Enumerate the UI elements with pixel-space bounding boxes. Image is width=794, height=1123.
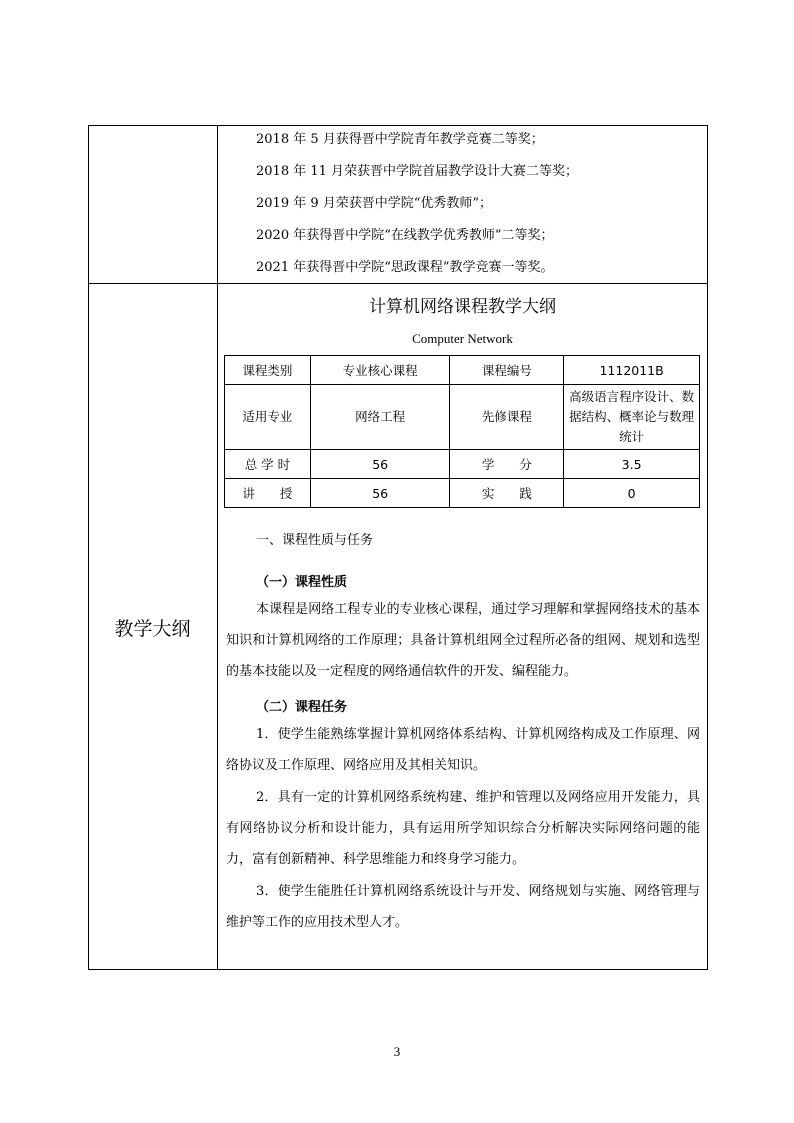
task-paragraph: 2．具有一定的计算机网络系统构建、维护和管理以及网络应用开发能力，具有网络协议分析和设计能力，具有运用所学知识综合分析解决实际网络问题的能力，富有创新精神、科学思维能力和终身学习能力。 <box>226 790 700 867</box>
table-cell: 56 <box>310 450 450 479</box>
task-paragraph: 1．使学生能熟练掌握计算机网络体系结构、计算机网络构成及工作原理、网络协议及工作原理、网络应用及其相关知识。 <box>226 727 700 773</box>
award-item: 2021 年获得晋中学院“思政课程”教学竞赛一等奖。 <box>256 260 554 275</box>
table-cell: 高级语言程序设计、数据结构、概率论与数理统计 <box>564 385 700 450</box>
subsection-heading-nature: （一）课程性质 <box>256 575 348 590</box>
table-cell: 专业核心课程 <box>310 356 450 385</box>
table-cell: 1112011B <box>564 356 700 385</box>
task-paragraph: 3．使学生能胜任计算机网络系统设计与开发、网络规划与实施、网络管理与维护等工作的应用技术型人才。 <box>226 884 700 930</box>
syllabus-subtitle: Computer Network <box>412 331 513 346</box>
table-cell: 总 学 时 <box>225 450 311 479</box>
award-item: 2019 年 9 月荣获晋中学院“优秀教师”； <box>256 196 493 211</box>
table-row <box>225 356 700 385</box>
table-cell: 课程类别 <box>225 356 311 385</box>
table-row <box>225 450 700 479</box>
table-cell: 56 <box>310 479 450 508</box>
award-item: 2020 年获得晋中学院“在线教学优秀教师”二等奖； <box>256 228 554 243</box>
table-cell: 0 <box>564 479 700 508</box>
award-item: 2018 年 11 月荣获晋中学院首届教学设计大赛二等奖； <box>256 164 579 179</box>
table-cell: 适用专业 <box>225 385 311 450</box>
row-divider <box>88 283 708 284</box>
table-row <box>225 385 700 450</box>
table-cell: 学 分 <box>450 450 564 479</box>
course-info-table <box>224 355 700 508</box>
row-label-syllabus: 教学大纲 <box>114 618 191 640</box>
table-cell: 先修课程 <box>450 385 564 450</box>
syllabus-title: 计算机网络课程教学大纲 <box>369 297 556 317</box>
table-cell: 实 践 <box>450 479 564 508</box>
subsection-heading-tasks: （二）课程任务 <box>256 700 348 715</box>
table-cell: 网络工程 <box>310 385 450 450</box>
column-divider <box>217 125 218 970</box>
table-cell: 课程编号 <box>450 356 564 385</box>
table-row <box>225 479 700 508</box>
table-cell: 讲 授 <box>225 479 311 508</box>
award-item: 2018 年 5 月获得晋中学院青年教学竞赛二等奖； <box>256 132 544 147</box>
section-heading: 一、课程性质与任务 <box>256 533 374 548</box>
table-cell: 3.5 <box>564 450 700 479</box>
page-number: 3 <box>393 1044 401 1059</box>
nature-paragraph: 本课程是网络工程专业的专业核心课程，通过学习理解和掌握网络技术的基本知识和计算机网络的工作原理；具备计算机组网全过程所必备的组网、规划和选型的基本技能以及一定程度的网络通信软件的开发、编程能力。 <box>226 602 700 679</box>
